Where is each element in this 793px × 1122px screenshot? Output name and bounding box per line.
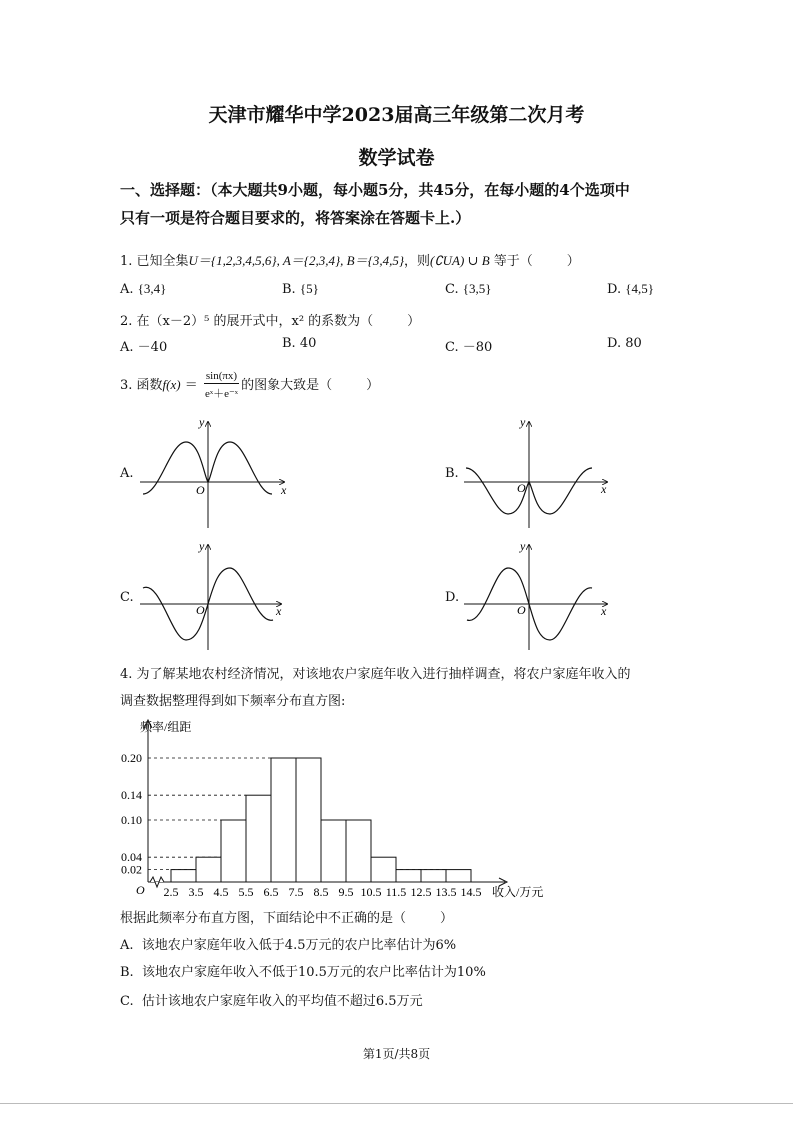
- exam-subtitle: 数学试卷: [358, 147, 435, 169]
- q1-option-c[interactable]: C. {3,5}: [445, 281, 492, 297]
- histogram-bar: [196, 857, 221, 882]
- q1-option-b[interactable]: B. {5}: [282, 281, 319, 297]
- histogram-x-tick-label: 14.5: [460, 885, 482, 899]
- q2-option-d[interactable]: D. 80: [607, 336, 642, 351]
- histogram-bar: [346, 820, 371, 882]
- q3-b-origin: O: [517, 481, 526, 495]
- histogram-bar: [246, 795, 271, 882]
- histogram-x-tick-label: 10.5: [360, 885, 382, 899]
- q3-c-origin: O: [196, 603, 205, 617]
- question-4-line1: 4. 为了解某地农村经济情况，对该地农户家庭年收入进行抽样调查，将农户家庭年收入的: [120, 667, 631, 682]
- histogram-y-tick-label: 0.02: [121, 862, 142, 877]
- q2-text: 2. 在（x－2）⁵ 的展开式中，x² 的系数为（: [120, 314, 374, 329]
- q3-c-y-label: y: [199, 539, 205, 553]
- histogram-bar: [321, 820, 346, 882]
- q3-close: ）: [366, 378, 380, 393]
- histogram-bar: [421, 870, 446, 882]
- histogram-y-tick-label: 0.10: [121, 813, 142, 827]
- q3-option-a-label[interactable]: A.: [120, 466, 134, 481]
- q3-a-origin: O: [196, 483, 205, 497]
- histogram-bar: [446, 870, 471, 882]
- q2-option-c[interactable]: C. －80: [445, 340, 493, 355]
- histogram-x-tick-label: 3.5: [188, 885, 204, 899]
- histogram-x-tick-label: 7.5: [288, 885, 304, 899]
- q3-func: f(x): [162, 377, 181, 392]
- histogram-bar: [171, 870, 196, 882]
- question-3: 3. 函数f(x) ＝ $\frac{\sin(\pi x)}{\text{eˣ＋e⁻ˣ}}$ 的图象大致是（ ）: [120, 370, 380, 400]
- histogram-x-tick-label: 4.5: [213, 885, 229, 899]
- q1-suffix: 等于（: [493, 254, 533, 269]
- q1-mid: ，则: [404, 254, 431, 269]
- q4-option-a[interactable]: A. 该地农户家庭年收入低于4.5万元的农户比率估计为6%: [120, 938, 457, 953]
- histogram-x-tick-label: 6.5: [263, 885, 279, 899]
- q1-prefix: 1. 已知全集: [120, 254, 189, 269]
- q3-fraction: $\frac{\sin(\pi x)}{\text{eˣ＋e⁻ˣ}}$: [205, 370, 238, 400]
- q3-a-y-label: y: [199, 415, 205, 429]
- histogram-x-tick-label: 8.5: [313, 885, 329, 899]
- histogram-x-tick-label: 5.5: [238, 885, 254, 899]
- q3-suffix: 的图象大致是（: [241, 378, 333, 393]
- histogram-x-tick-label: 2.5: [163, 885, 179, 899]
- q1-expr: (∁UA) ∪ B: [430, 253, 490, 268]
- page-footer: 第1页/共8页: [362, 1047, 431, 1061]
- q3-c-x-label: x: [276, 604, 282, 618]
- q3-b-y-label: y: [520, 415, 526, 429]
- histogram-x-axis-label: 收入/万元: [492, 885, 544, 899]
- histogram-origin: O: [136, 883, 145, 897]
- q3-d-y-label: y: [520, 539, 526, 553]
- q3-option-b-label[interactable]: B.: [445, 466, 459, 481]
- histogram-bar: [396, 870, 421, 882]
- histogram-bar: [296, 758, 321, 882]
- q2-close: ）: [407, 314, 421, 329]
- section-heading-line1: 一、选择题：（本大题共9小题，每小题5分，共45分，在每小题的4个选项中: [120, 181, 630, 199]
- q3-b-x-label: x: [601, 482, 607, 496]
- q3-d-origin: O: [517, 603, 526, 617]
- histogram-x-tick-label: 12.5: [410, 885, 432, 899]
- histogram-y-axis-label: 频率/组距: [140, 720, 192, 734]
- histogram-bar: [221, 820, 246, 882]
- q3-option-c-label[interactable]: C.: [120, 590, 134, 605]
- q3-option-d-label[interactable]: D.: [445, 590, 460, 605]
- q3-d-x-label: x: [601, 604, 607, 618]
- q2-option-a[interactable]: A. －40: [120, 340, 168, 355]
- histogram-x-tick-label: 13.5: [435, 885, 457, 899]
- section-heading-line2: 只有一项是符合题目要求的，将答案涂在答题卡上.）: [120, 209, 471, 227]
- histogram-y-tick-label: 0.14: [121, 788, 142, 803]
- histogram-axis-break: [150, 877, 164, 887]
- histogram-x-tick-label: 9.5: [338, 885, 354, 899]
- q4-option-b[interactable]: B. 该地农户家庭年收入不低于10.5万元的农户比率估计为10%: [120, 965, 486, 980]
- histogram-bar: [271, 758, 296, 882]
- question-4-line2: 调查数据整理得到如下频率分布直方图:: [120, 694, 346, 709]
- q4-option-c[interactable]: C. 估计该地农户家庭年收入的平均值不超过6.5万元: [120, 994, 423, 1009]
- histogram-bar: [371, 857, 396, 882]
- q3-a-x-label: x: [281, 483, 287, 497]
- histogram-x-tick-label: 11.5: [385, 885, 407, 899]
- exam-title: 天津市耀华中学2023届高三年级第二次月考: [208, 104, 585, 126]
- q4-question: 根据此频率分布直方图，下面结论中不正确的是（ ）: [120, 911, 454, 926]
- q1-close: ）: [566, 254, 580, 269]
- q1-sets: U＝{1,2,3,4,5,6}, A＝{2,3,4}, B＝{3,4,5}: [188, 253, 405, 268]
- q2-option-b[interactable]: B. 40: [282, 336, 317, 351]
- histogram-y-tick-label: 0.04: [121, 850, 142, 865]
- q1-option-d[interactable]: D. {4,5}: [607, 281, 654, 297]
- histogram-y-tick-label: 0.20: [121, 751, 142, 765]
- q3-prefix: 3. 函数: [120, 378, 163, 393]
- q1-option-a[interactable]: A. {3,4}: [120, 281, 167, 297]
- page-bottom-rule: [0, 1103, 793, 1104]
